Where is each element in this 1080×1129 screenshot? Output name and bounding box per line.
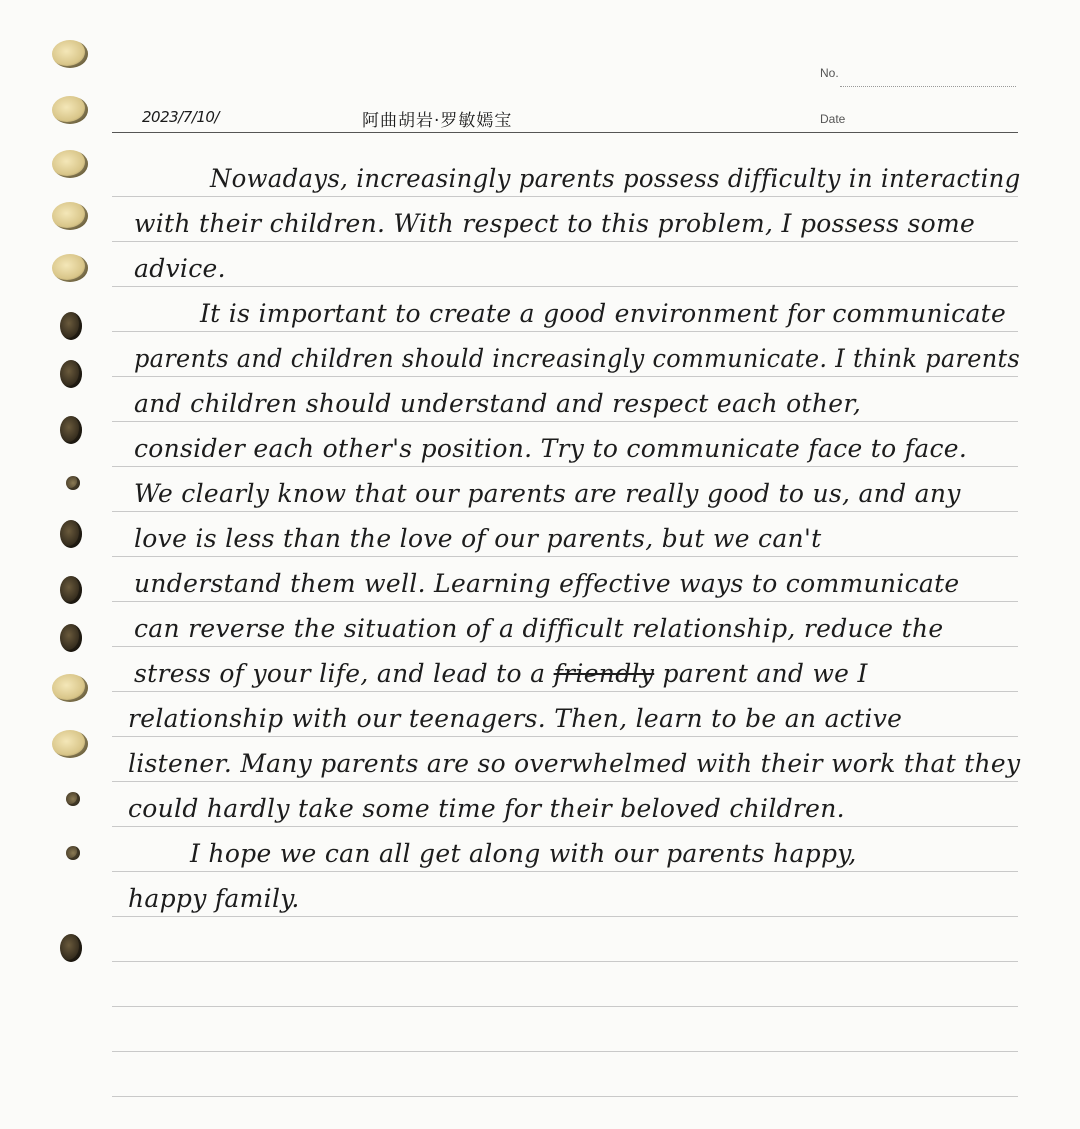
binding-hole <box>66 846 80 860</box>
essay-line: I hope we can all get along with our parents happy, <box>190 839 857 868</box>
essay-line: understand them well. Learning effective ways to communicate <box>134 569 960 598</box>
ruled-line <box>112 376 1018 377</box>
ruled-line <box>112 511 1018 512</box>
essay-line: advice. <box>134 254 226 283</box>
ruled-line <box>112 421 1018 422</box>
ruled-line <box>112 1051 1018 1052</box>
binding-hole <box>60 624 82 652</box>
binding-hole <box>52 674 88 702</box>
essay-line: love is less than the love of our parents, but we can't <box>134 524 822 553</box>
binding-hole <box>52 96 88 124</box>
binding-hole <box>60 520 82 548</box>
essay-line-with-strikeout <box>134 659 868 688</box>
handwritten-date: 2023/7/10/ <box>142 108 219 126</box>
essay-line: Nowadays, increasingly parents possess difficulty in interacting <box>210 164 1021 193</box>
binding-hole <box>52 40 88 68</box>
essay-text: stress of your life, and lead to a <box>134 659 546 688</box>
ruled-line <box>112 1006 1018 1007</box>
struck-word: friendly <box>553 659 655 688</box>
ruled-line <box>112 466 1018 467</box>
essay-line: We clearly know that our parents are really good to us, and any <box>134 479 961 508</box>
no-field-line <box>840 86 1016 87</box>
header-rule <box>112 132 1018 133</box>
binding-holes <box>52 30 96 990</box>
essay-line: parents and children should increasingly communicate. I think parents <box>134 344 1021 373</box>
essay-line: relationship with our teenagers. Then, learn to be an active <box>128 704 903 733</box>
binding-hole <box>52 202 88 230</box>
handwritten-title: 阿曲胡岩·罗敏嫣宝 <box>362 111 513 131</box>
ruled-line <box>112 961 1018 962</box>
essay-line: can reverse the situation of a difficult relationship, reduce the <box>134 614 944 643</box>
ruled-line <box>112 556 1018 557</box>
essay-line: It is important to create a good environment for communicate <box>200 299 1007 328</box>
essay-line: and children should understand and respect each other, <box>134 389 862 418</box>
essay-line: listener. Many parents are so overwhelmed with their work that they <box>128 749 1021 778</box>
ruled-line <box>112 331 1018 332</box>
ruled-line <box>112 646 1018 647</box>
binding-hole <box>52 254 88 282</box>
ruled-line <box>112 1096 1018 1097</box>
binding-hole <box>52 150 88 178</box>
essay-line: happy family. <box>128 884 300 913</box>
ruled-line <box>112 241 1018 242</box>
binding-hole <box>66 792 80 806</box>
ruled-line <box>112 781 1018 782</box>
essay-line: with their children. With respect to this problem, I possess some <box>134 209 976 238</box>
binding-hole <box>66 476 80 490</box>
ruled-line <box>112 916 1018 917</box>
ruled-line <box>112 196 1018 197</box>
ruled-line <box>112 871 1018 872</box>
essay-line: consider each other's position. Try to communicate face to face. <box>134 434 968 463</box>
essay-text: parent and we I <box>662 659 868 688</box>
binding-hole <box>60 360 82 388</box>
ruled-line <box>112 826 1018 827</box>
ruled-line <box>112 286 1018 287</box>
binding-hole <box>60 312 82 340</box>
binding-hole <box>60 416 82 444</box>
binding-hole <box>60 934 82 962</box>
binding-hole <box>60 576 82 604</box>
no-label: No. <box>820 66 839 80</box>
date-label: Date <box>820 112 846 126</box>
ruled-line <box>112 601 1018 602</box>
ruled-line <box>112 691 1018 692</box>
binding-hole <box>52 730 88 758</box>
essay-line: could hardly take some time for their beloved children. <box>128 794 845 823</box>
ruled-line <box>112 736 1018 737</box>
